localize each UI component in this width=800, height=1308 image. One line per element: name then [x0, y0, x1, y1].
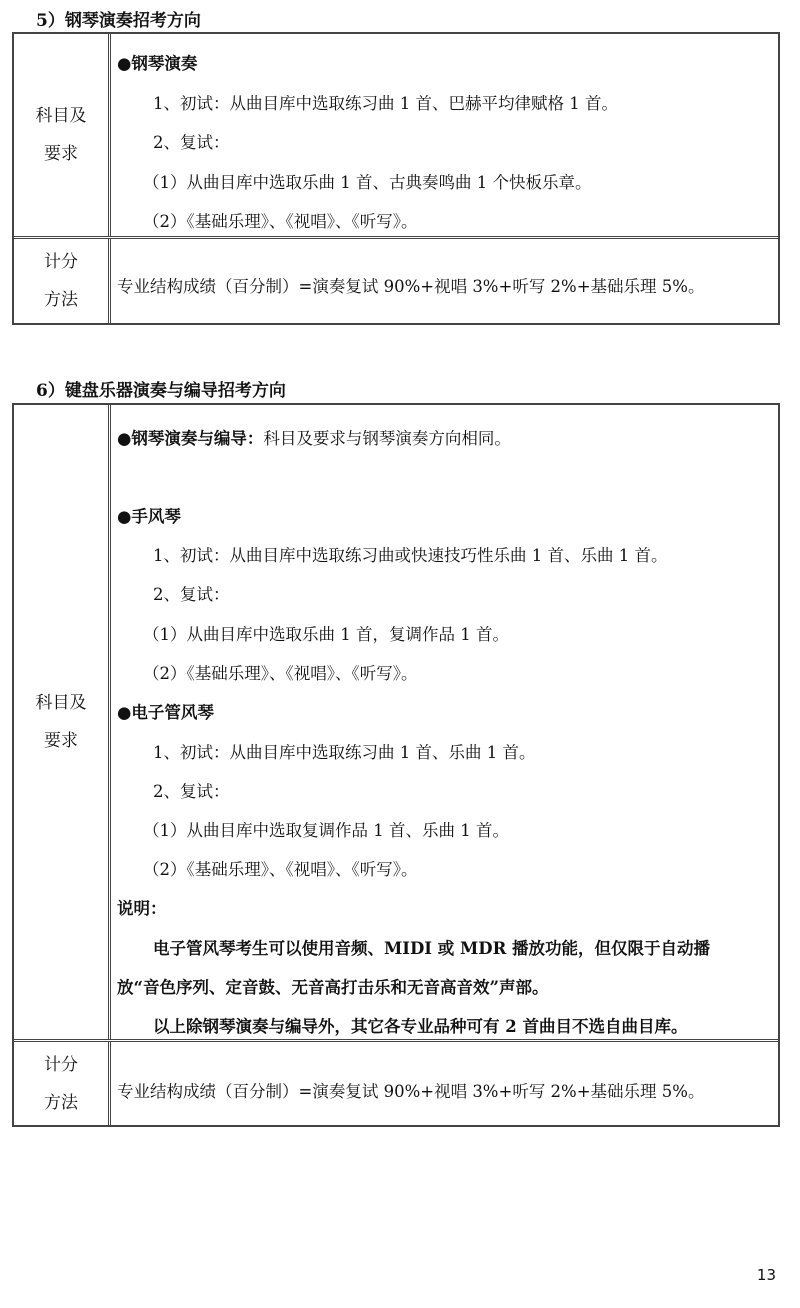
scoring-text: 专业结构成绩（百分制）=演奏复试 90%+视唱 3%+听写 2%+基础乐理 5%。 — [117, 277, 705, 296]
section-6-table — [12, 403, 780, 1127]
subjects-content-cell — [117, 34, 778, 236]
scoring-label-line-2: 方法 — [44, 1092, 78, 1113]
scoring-row — [14, 1039, 778, 1125]
scoring-label-line-1: 计分 — [44, 252, 78, 272]
scoring-row — [14, 236, 778, 323]
requirement-line: ●电子管风琴 — [117, 703, 214, 722]
section-6-title: 6）键盘乐器演奏与编导招考方向 — [36, 381, 286, 401]
requirement-line: 2、复试： — [153, 133, 230, 152]
requirement-line: ●手风琴 — [117, 507, 181, 526]
section-5-title: 5）钢琴演奏招考方向 — [36, 11, 201, 31]
requirement-line: （2）《基础乐理》、《视唱》、《听写》。 — [143, 212, 418, 231]
subjects-label-line-1: 科目及 — [35, 106, 87, 126]
subjects-row — [14, 34, 778, 236]
requirement-detail: 科目及要求与钢琴演奏方向相同。 — [263, 429, 511, 448]
requirement-line: 1、初试：从曲目库中选取练习曲 1 首、乐曲 1 首。 — [153, 743, 536, 762]
requirement-line: （1）从曲目库中选取乐曲 1 首，复调作品 1 首。 — [143, 625, 509, 644]
requirement-line: （2）《基础乐理》、《视唱》、《听写》。 — [143, 664, 418, 683]
scoring-content-cell — [117, 239, 778, 323]
requirement-line: 1、初试：从曲目库中选取练习曲或快速技巧性乐曲 1 首、乐曲 1 首。 — [153, 546, 668, 565]
subjects-label-cell — [14, 405, 111, 1039]
scoring-label-line-2: 方法 — [44, 290, 78, 310]
requirement-line: 2、复试： — [153, 585, 230, 604]
subjects-row — [14, 405, 778, 1039]
scoring-label-line-1: 计分 — [44, 1054, 78, 1075]
requirement-line: （2）《基础乐理》、《视唱》、《听写》。 — [143, 860, 418, 879]
requirement-line: 说明： — [117, 899, 167, 918]
requirement-line — [117, 425, 511, 449]
subjects-label-line-2: 要求 — [44, 731, 78, 751]
page-number: 13 — [756, 1266, 776, 1284]
subjects-label-line-2: 要求 — [44, 144, 78, 164]
requirement-line: （1）从曲目库中选取乐曲 1 首、古典奏鸣曲 1 个快板乐章。 — [143, 173, 592, 192]
scoring-label-cell — [14, 239, 111, 323]
requirement-line: 放“音色序列、定音鼓、无音高打击乐和无音高音效”声部。 — [117, 978, 549, 997]
scoring-label-cell — [14, 1042, 111, 1125]
scoring-text: 专业结构成绩（百分制）=演奏复试 90%+视唱 3%+听写 2%+基础乐理 5%。 — [117, 1082, 705, 1101]
scoring-content-cell — [117, 1042, 778, 1125]
requirement-line: 电子管风琴考生可以使用音频、MIDI 或 MDR 播放功能，但仅限于自动播 — [153, 939, 711, 958]
requirement-line: 1、初试：从曲目库中选取练习曲 1 首、巴赫平均律赋格 1 首。 — [153, 94, 618, 113]
requirement-line: 2、复试： — [153, 782, 230, 801]
subjects-label-cell — [14, 34, 111, 236]
subjects-content-cell — [117, 405, 778, 1039]
requirement-line: 以上除钢琴演奏与编导外，其它各专业品种可有 2 首曲目不选自曲目库。 — [153, 1017, 688, 1036]
requirement-line: （1）从曲目库中选取复调作品 1 首、乐曲 1 首。 — [143, 821, 509, 840]
requirement-line: ●钢琴演奏 — [117, 54, 198, 73]
subjects-label-line-1: 科目及 — [35, 693, 87, 713]
requirement-heading: ●钢琴演奏与编导： — [117, 429, 264, 448]
section-5-table — [12, 32, 780, 325]
